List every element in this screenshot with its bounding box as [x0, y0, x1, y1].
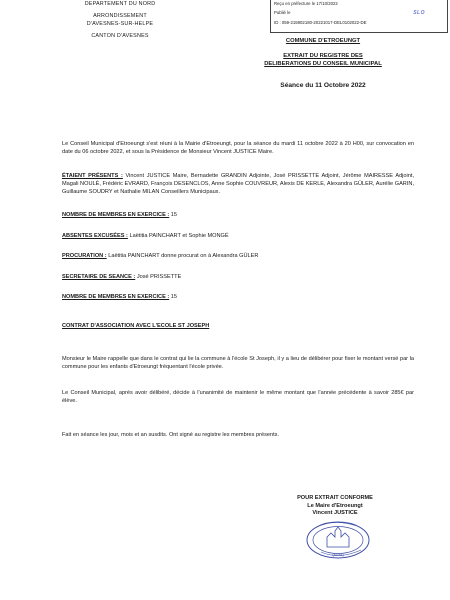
members-value-2: 15 — [170, 294, 178, 300]
signature-conforme: POUR EXTRAIT CONFORME — [297, 495, 373, 501]
procuration-line — [62, 252, 414, 260]
excuses-label: ABSENTES EXCUSÉES : — [62, 233, 128, 239]
stamp-id: ID : 059-215902180-20221017-DEL0102022-DE — [274, 19, 367, 25]
paragraph-1: Monsieur le Maire rappelle que dans le contrat qui lie la commune à l'école St Joseph, il y a lieu de délibérer pour fixer le montant versé par la commune pour les enfants d'Etroeungt fréquentant l'école privée. — [62, 356, 414, 371]
intro-paragraph: Le Conseil Municipal d'Etroeungt s'est réuni à la Mairie d'Etroeungt, pour la séance du mardi 11 octobre 2022 à 20 H00, sur convocation en date du 06 octobre 2022, et sous la Présidence de Monsieur Vincent JUSTICE Maire. — [62, 141, 414, 156]
members-label-1: NOMBRE DE MEMBRES EN EXERCICE : — [62, 212, 170, 218]
prefecture-stamp — [270, 0, 448, 33]
seance-date: Séance du 11 Octobre 2022 — [280, 82, 366, 89]
seal-label: (Nord) — [332, 552, 344, 557]
stamp-received: Reçu en préfecture le 17/10/2022 — [274, 1, 338, 6]
stamp-published: Publié le — [274, 10, 291, 16]
commune-title: COMMUNE D'ETROEUNGT — [285, 38, 361, 44]
secretaire-line — [62, 273, 414, 281]
presents-paragraph — [62, 172, 414, 197]
header-left — [45, 0, 195, 40]
members-value-1: 15 — [170, 212, 178, 218]
signature-name: Vincent JUSTICE — [312, 510, 358, 516]
signature-role: Le Maire d'Etroeungt — [307, 502, 363, 509]
excuses-text: Laëtitia PAINCHART et Sophie MONGÉ — [129, 233, 229, 239]
procuration-text: Laëtitia PAINCHART donne procurat on à Alexandra GÜLER — [108, 253, 259, 259]
secretaire-label: SECRETAIRE DE SEANCE : — [62, 274, 136, 280]
municipal-seal — [305, 520, 371, 560]
subject-line — [62, 322, 414, 330]
arrondissement-label: ARRONDISSEMENT — [93, 13, 147, 19]
arrondissement-name: D'AVESNES-SUR-HELPE — [86, 21, 154, 27]
department-label: DEPARTEMENT DU NORD — [84, 1, 156, 7]
extract-title-2: DELIBERATIONS DU CONSEIL MUNICIPAL — [264, 61, 382, 67]
subject-title: CONTRAT D'ASSOCIATION AVEC L'ECOLE ST JOSEPH — [62, 323, 210, 329]
extract-title-1: EXTRAIT DU REGISTRE DES — [283, 53, 363, 59]
presents-label: ÉTAIENT PRÉSENTS : — [62, 173, 123, 179]
secretaire-text: José PRISSETTE — [136, 274, 182, 280]
signature-block — [280, 495, 390, 518]
presents-text: Vincent JUSTICE Maire, Bernadette GRANDIN Adjointe, José PRISSETTE Adjoint, Jérôme MAIRESSE Adjoint, Magali NOULÉ, Frédéric EVRARD, François DESENCLOS, Anne Sophie COUVREUR, Alexis DE KERLE, Alexandra GÜLER, Aurélie GARIN, Guillaume SOUDRY et Nathalie MILAN Conseillers Municipaux. — [62, 173, 415, 196]
paragraph-2: Le Conseil Municipal, après avoir délibéré, décide à l'unanimité de maintenir le même montant que l'année précédente à savoir 285€ par élève. — [62, 390, 414, 405]
members-line-2 — [62, 293, 414, 301]
header-right — [228, 37, 418, 90]
paragraph-3: Fait en séance les jour, mois et an susdits. Ont signé au registre les membres présents. — [62, 432, 280, 438]
excuses-line — [62, 232, 414, 240]
canton-label: CANTON D'AVESNES — [91, 33, 149, 39]
stamp-logo: SLO — [413, 10, 425, 16]
procuration-label: PROCURATION : — [62, 253, 107, 259]
members-line-1 — [62, 211, 414, 219]
members-label-2: NOMBRE DE MEMBRES EN EXERCICE : — [62, 294, 170, 300]
